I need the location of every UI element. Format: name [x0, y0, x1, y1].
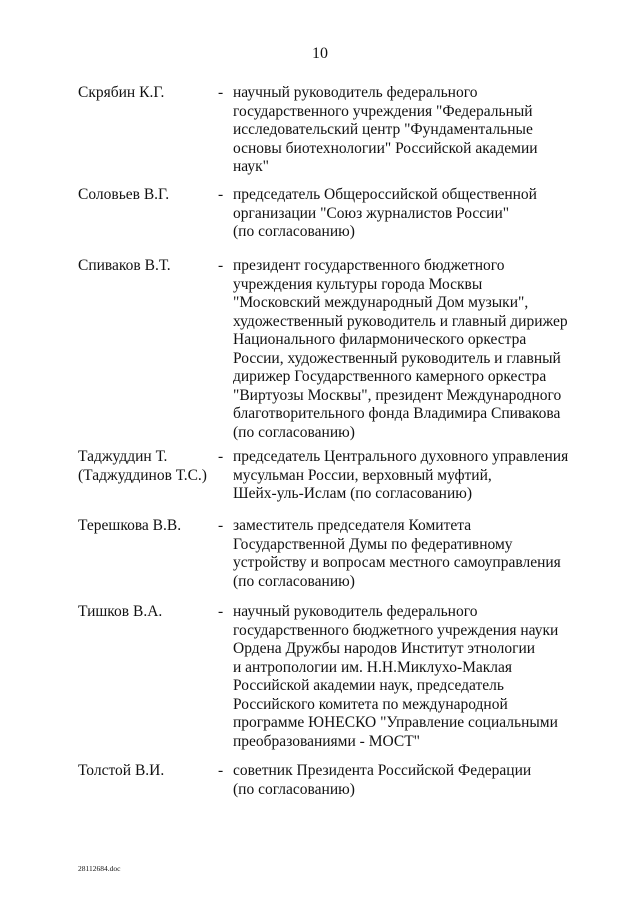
member-name — [78, 257, 213, 276]
member-name — [78, 517, 213, 536]
member-position-line: научный руководитель федерального — [233, 603, 478, 620]
member-name-line: Скрябин К.Г. — [78, 84, 165, 101]
member-position-line: заместитель председателя Комитета — [233, 517, 472, 534]
member-position-line: "Московский международный Дом музыки", — [233, 294, 529, 311]
member-position-line: председатель Общероссийской общественной — [233, 186, 537, 203]
member-name-line: Терешкова В.В. — [78, 517, 182, 534]
member-position-line: благотворительного фонда Владимира Спивакова — [233, 405, 561, 422]
member-position-line: учреждения культуры города Москвы — [233, 275, 483, 293]
member-position-line: (по согласованию) — [233, 780, 355, 798]
member-position-line: наук" — [233, 158, 269, 175]
member-position-line: устройству и вопросам местного самоуправления — [233, 554, 561, 571]
member-position-line: советник Президента Российской Федерации — [233, 762, 532, 779]
separator-dash: - — [218, 257, 224, 274]
member-name-line: Тишков В.А. — [78, 603, 163, 620]
member-position-line: Национального филармонического оркестра — [233, 331, 527, 348]
separator-dash: - — [218, 84, 224, 101]
member-position-line: организации "Союз журналистов России" — [233, 204, 510, 222]
member-position — [233, 762, 573, 799]
separator-dash: - — [218, 517, 224, 534]
member-name — [78, 84, 213, 103]
member-position-line: программе ЮНЕСКО "Управление социальными — [233, 714, 558, 731]
member-position — [233, 603, 573, 751]
member-name — [78, 186, 213, 205]
member-name-line: (Таджуддинов Т.С.) — [78, 466, 207, 484]
member-position-line: (по согласованию) — [233, 423, 355, 441]
member-name — [78, 448, 213, 485]
member-position-line: Шейх-уль-Ислам (по согласованию) — [233, 485, 472, 502]
member-name-line: Спиваков В.Т. — [78, 257, 171, 274]
member-position-line: (по согласованию) — [233, 572, 355, 590]
separator-dash: - — [218, 762, 224, 779]
member-position-line: государственного бюджетного учреждения науки — [233, 621, 559, 639]
member-name — [78, 603, 213, 622]
member-position-line: основы биотехнологии" Российской академии — [233, 139, 538, 157]
member-position-line: России, художественный руководитель и главный — [233, 349, 561, 367]
member-position — [233, 186, 573, 242]
member-position — [233, 84, 573, 177]
member-position-line: и антропологии им. Н.Н.Миклухо-Маклая — [233, 658, 513, 676]
member-position — [233, 517, 573, 591]
member-position-line: Российской академии наук, председатель — [233, 677, 504, 694]
member-name-line: Таджуддин Т. — [78, 448, 168, 465]
member-position-line: художественный руководитель и главный дирижер — [233, 312, 568, 330]
document-filename: 28112684.doc — [78, 864, 121, 873]
member-position-line: президент государственного бюджетного — [233, 257, 505, 274]
member-position-line: председатель Центрального духовного управления — [233, 448, 569, 465]
member-position-line: Государственной Думы по федеративному — [233, 535, 513, 553]
member-position-line: "Виртуозы Москвы", президент Международного — [233, 386, 562, 404]
member-name-line: Соловьев В.Г. — [78, 186, 170, 203]
member-position-line: мусульман России, верховный муфтий, — [233, 466, 492, 484]
member-position-line: дирижер Государственного камерного оркестра — [233, 368, 547, 385]
member-position — [233, 257, 573, 442]
separator-dash: - — [218, 186, 224, 203]
member-position-line: преобразованиями - МОСТ" — [233, 732, 420, 750]
page-number: 10 — [312, 45, 328, 62]
member-position-line: исследовательский центр "Фундаментальные — [233, 121, 533, 138]
member-position — [233, 448, 573, 504]
member-position-line: Ордена Дружбы народов Институт этнологии — [233, 640, 536, 657]
member-name-line: Толстой В.И. — [78, 762, 165, 779]
member-position-line: Российского комитета по международной — [233, 695, 508, 713]
separator-dash: - — [218, 603, 224, 620]
member-name — [78, 762, 213, 781]
member-position-line: научный руководитель федерального — [233, 84, 478, 101]
member-position-line: государственного учреждения "Федеральный — [233, 102, 533, 120]
member-position-line: (по согласованию) — [233, 223, 355, 240]
separator-dash: - — [218, 448, 224, 465]
